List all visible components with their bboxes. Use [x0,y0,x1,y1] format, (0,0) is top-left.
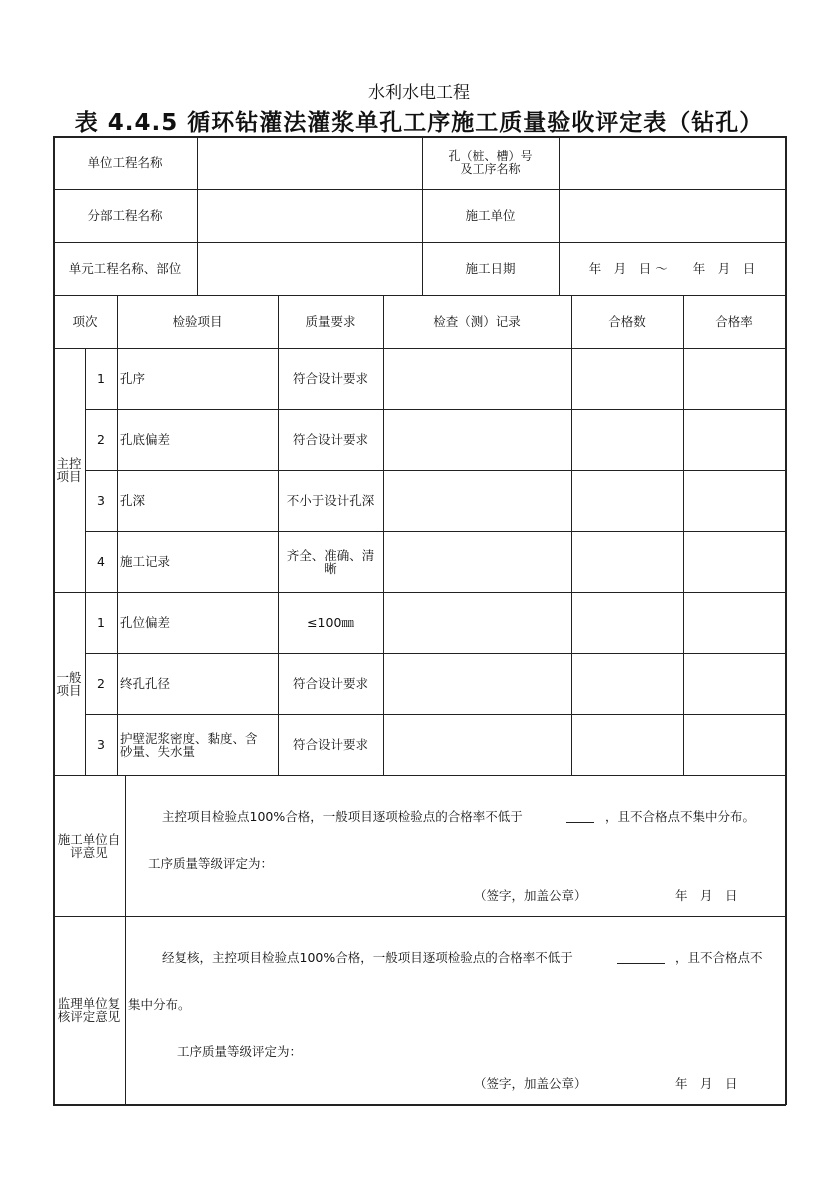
col-header-inspection-item [117,295,278,348]
main-item-requirement [278,470,383,531]
main-item-name-text: 施工记录 [120,554,171,569]
supervisor-pass-rate-blank[interactable] [617,951,665,964]
main-item-record[interactable] [383,531,571,592]
supervisor-grade-label: 工序质量等级评定为： [177,1044,303,1059]
self-eval-statement-end: ，且不合格点不集中分布。 [605,809,756,824]
main-item-record[interactable] [383,409,571,470]
general-item-pass-rate[interactable] [683,592,785,653]
col-header-pass-rate-text: 合格率 [715,314,753,329]
col-header-pass-rate [683,295,785,348]
col-header-pass-count [571,295,683,348]
self-eval-signature: （签字，加盖公章） [474,888,587,903]
unit-project-label-text: 单位工程名称 [87,155,163,170]
self-eval-label-text: 施工单位自 评意见 [57,831,121,860]
main-item-name-text: 孔深 [120,493,146,508]
main-item-no-text: 4 [97,554,105,569]
main-item-pass-rate[interactable] [683,348,785,409]
main-item-name [117,531,278,592]
col-header-inspection-item-text: 检验项目 [172,314,223,329]
main-item-requirement-text: 符合设计要求 [292,371,368,386]
self-eval-statement: 主控项目检验点100%合格，一般项目逐项检验点的合格率不低于 [162,809,523,824]
hole-label-text: 孔（桩、槽）号 及工序名称 [448,148,533,176]
general-group-label [53,592,85,775]
general-item-requirement [278,714,383,775]
unit-project-value[interactable] [197,136,422,189]
general-item-no-text: 1 [97,615,105,630]
main-item-no-text: 3 [97,493,105,508]
general-item-no [85,653,117,714]
main-item-requirement-text: 齐全、准确、清 晰 [286,547,375,576]
general-item-name-text: 护壁泥浆密度、黏度、含 砂量、失水量 [120,730,258,759]
self-eval-label [53,775,125,916]
general-item-name-text: 终孔孔径 [120,676,171,691]
col-header-quality-req [278,295,383,348]
general-item-no [85,592,117,653]
general-item-name-text: 孔位偏差 [120,615,171,630]
construction-date-label [422,242,559,295]
supervisor-statement-cont: ，且不合格点不 [675,950,763,965]
supervisor-eval-label [53,916,125,1104]
general-item-requirement-text: 符合设计要求 [292,676,368,691]
main-item-requirement [278,348,383,409]
main-item-requirement-text: 不小于设计孔深 [286,493,375,508]
col-header-record-text: 检查（测）记录 [433,314,521,329]
self-eval-grade-label: 工序质量等级评定为： [148,856,274,871]
general-item-pass-rate[interactable] [683,714,785,775]
self-eval-pass-rate-blank[interactable] [566,810,594,823]
main-item-pass-rate[interactable] [683,409,785,470]
sub-project-value[interactable] [197,189,422,242]
main-item-name-text: 孔底偏差 [120,432,171,447]
element-project-label-text: 单元工程名称、部位 [68,261,182,276]
construction-date-value[interactable] [559,242,785,295]
construction-date-label-text: 施工日期 [465,261,516,276]
general-item-pass-count[interactable] [571,714,683,775]
general-item-requirement [278,592,383,653]
general-item-requirement-text: 符合设计要求 [292,737,368,752]
element-project-label [53,242,197,295]
general-item-record[interactable] [383,714,571,775]
col-header-quality-req-text: 质量要求 [305,314,356,329]
element-project-value[interactable] [197,242,422,295]
main-control-group-label [53,348,85,592]
main-item-requirement [278,531,383,592]
main-item-no-text: 2 [97,432,105,447]
grid-line [53,1104,786,1106]
general-item-record[interactable] [383,592,571,653]
general-item-no-text: 2 [97,676,105,691]
general-item-name [117,592,278,653]
hole-label [422,136,559,189]
main-item-record[interactable] [383,348,571,409]
col-header-item-no-text: 项次 [72,314,98,329]
grid-line [53,916,786,917]
general-item-no-text: 3 [97,737,105,752]
general-item-pass-count[interactable] [571,653,683,714]
main-item-no [85,470,117,531]
supervisor-eval-label-text: 监理单位复 核评定意见 [57,996,121,1024]
unit-project-label [53,136,197,189]
general-item-name [117,653,278,714]
col-header-record [383,295,571,348]
main-item-requirement-text: 符合设计要求 [292,432,368,447]
document-subtitle: 水利水电工程 [368,83,470,103]
main-item-requirement [278,409,383,470]
general-item-pass-rate[interactable] [683,653,785,714]
general-item-no [85,714,117,775]
general-group-label-text: 一般 项目 [56,669,82,698]
contractor-value[interactable] [559,189,785,242]
supervisor-date: 年 月 日 [675,1076,738,1091]
grid-line [125,775,126,1105]
document-title: 表 4.4.5 循环钻灌法灌浆单孔工序施工质量验收评定表（钻孔） [74,110,764,136]
main-item-no [85,348,117,409]
supervisor-signature: （签字，加盖公章） [474,1076,587,1091]
hole-value[interactable] [559,136,785,189]
main-item-pass-count[interactable] [571,531,683,592]
self-eval-date: 年 月 日 [675,888,738,903]
col-header-item-no [53,295,117,348]
main-item-name-text: 孔序 [120,371,146,386]
main-item-pass-rate[interactable] [683,531,785,592]
main-item-no [85,531,117,592]
general-item-name [117,714,278,775]
main-control-group-label-text: 主控 项目 [56,456,82,484]
main-item-no-text: 1 [97,371,105,386]
main-item-pass-rate[interactable] [683,470,785,531]
grid-line [785,136,787,1105]
main-item-name [117,470,278,531]
main-item-record[interactable] [383,470,571,531]
sub-project-label [53,189,197,242]
general-item-requirement-text: ≤100㎜ [307,615,354,630]
general-item-pass-count[interactable] [571,592,683,653]
grid-line [53,775,786,776]
main-item-pass-count[interactable] [571,470,683,531]
contractor-label-text: 施工单位 [465,208,516,223]
col-header-pass-count-text: 合格数 [608,314,646,329]
main-item-no [85,409,117,470]
main-item-name [117,348,278,409]
construction-date-value-text: 年 月 日 ～ 年 月 日 [588,261,756,276]
contractor-label [422,189,559,242]
supervisor-statement-end: 集中分布。 [128,997,191,1012]
general-item-record[interactable] [383,653,571,714]
sub-project-label-text: 分部工程名称 [87,208,163,223]
main-item-pass-count[interactable] [571,348,683,409]
main-item-pass-count[interactable] [571,409,683,470]
main-item-name [117,409,278,470]
supervisor-statement: 经复核，主控项目检验点100%合格，一般项目逐项检验点的合格率不低于 [162,950,573,965]
general-item-requirement [278,653,383,714]
